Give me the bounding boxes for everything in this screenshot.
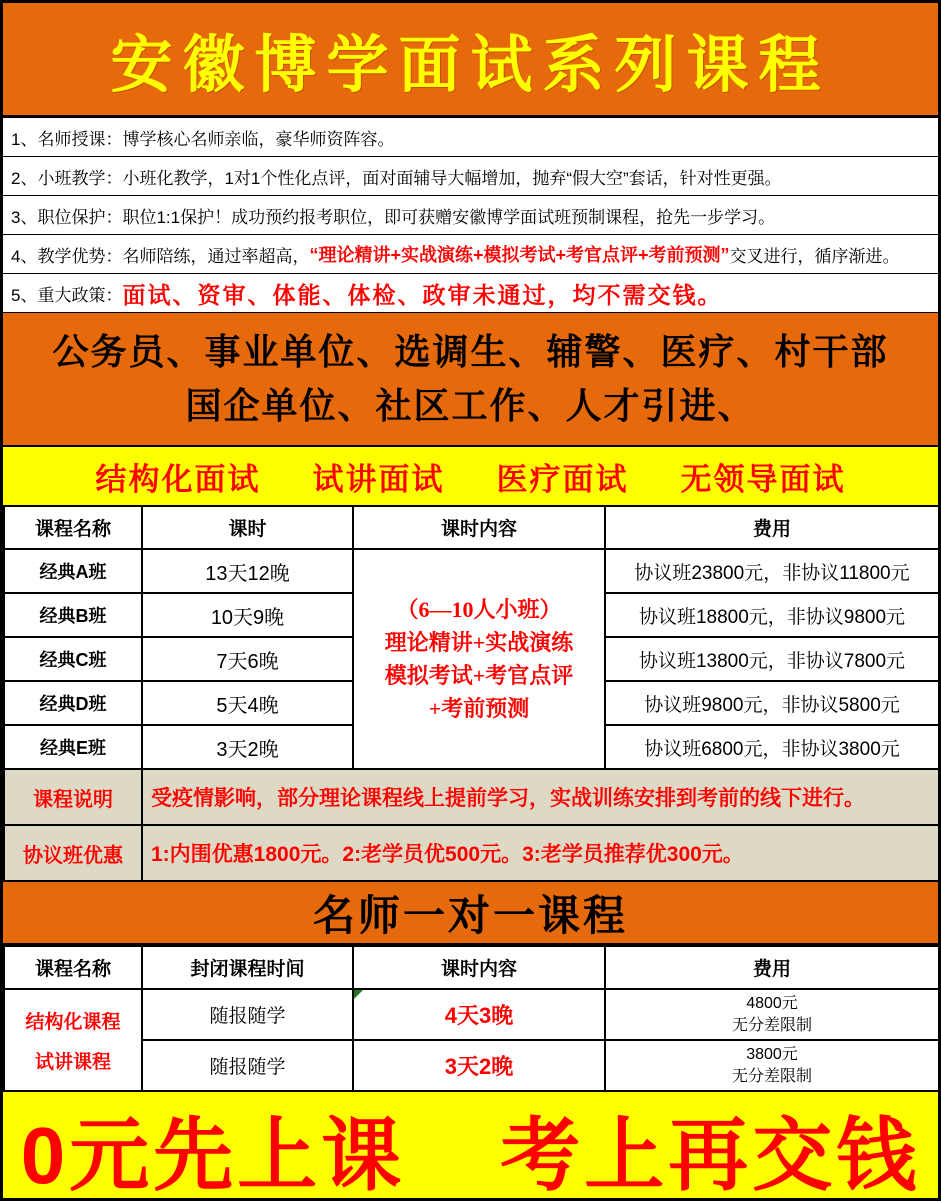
feature-text: 3、职位保护：职位1:1保护！成功预约报考职位，即可获赠安徽博学面试班预制课程，抢先一步学习。 bbox=[11, 207, 776, 227]
feature-text: 1、名师授课：博学核心名师亲临，豪华师资阵容。 bbox=[11, 129, 395, 149]
fee-amount: 4800元 bbox=[746, 994, 798, 1012]
fee-lecture bbox=[605, 1040, 939, 1091]
col-header-fee: 费用 bbox=[605, 506, 939, 549]
course-name-a: 经典A班 bbox=[4, 549, 142, 593]
feature-highlight: “理论精讲+实战演练+模拟考试+考官点评+考前预测” bbox=[309, 245, 730, 265]
duration-text: 4天3晚 bbox=[444, 1003, 514, 1028]
fee-condition: 无分差限制 bbox=[731, 1016, 812, 1034]
type-lecture-interview: 试讲面试 bbox=[312, 461, 445, 497]
cell-corner-marker bbox=[354, 990, 363, 999]
note-text-discount: 1:内围优惠1800元。2:老学员优500元。3:老学员推荐优300元。 bbox=[142, 825, 939, 881]
footer-slogan-right: 考上再交钱 bbox=[500, 1110, 921, 1200]
course-name-structured: 结构化课程 bbox=[25, 1011, 121, 1033]
feature-text: 2、小班教学：小班化教学，1对1个性化点评，面对面辅导大幅增加，抛弃“假大空”套话，针对性更强。 bbox=[11, 168, 782, 188]
discount-note-row bbox=[4, 825, 939, 881]
interview-types-band bbox=[3, 447, 938, 505]
course-fee-e: 协议班6800元，非协议3800元 bbox=[605, 725, 939, 769]
feature-item-5 bbox=[3, 274, 938, 313]
one-to-one-course-names-cell bbox=[4, 989, 142, 1091]
table-row bbox=[4, 989, 939, 1040]
section-title-text: 名师一对一课程 bbox=[312, 891, 628, 939]
course-name-c: 经典C班 bbox=[4, 637, 142, 681]
header-banner bbox=[3, 3, 938, 118]
feature-text: 4、教学优势：名师陪练，通过率超高， bbox=[11, 246, 310, 266]
note-label-description: 课程说明 bbox=[4, 769, 142, 825]
course-name-d: 经典D班 bbox=[4, 681, 142, 725]
feature-item-3 bbox=[3, 196, 938, 235]
course-table bbox=[3, 505, 940, 882]
course-duration-a: 13天12晚 bbox=[142, 549, 353, 593]
course-name-e: 经典E班 bbox=[4, 725, 142, 769]
feature-highlight-policy: 面试、资审、体能、体检、政审未通过，均不需交钱。 bbox=[122, 282, 723, 308]
table-header-row bbox=[4, 946, 939, 989]
course-fee-a: 协议班23800元，非协议11800元 bbox=[605, 549, 939, 593]
col-header-content: 课时内容 bbox=[353, 506, 605, 549]
duration-text: 3天2晚 bbox=[444, 1054, 514, 1079]
col-header-course-name: 课程名称 bbox=[4, 506, 142, 549]
course-note-row bbox=[4, 769, 939, 825]
col-header-schedule: 封闭课程时间 bbox=[142, 946, 353, 989]
table-row bbox=[4, 1040, 939, 1091]
duration-structured bbox=[353, 989, 605, 1040]
page-title: 安徽博学面试系列课程 bbox=[110, 31, 831, 100]
course-duration-b: 10天9晚 bbox=[142, 593, 353, 637]
table-header-row bbox=[4, 506, 939, 549]
course-duration-e: 3天2晚 bbox=[142, 725, 353, 769]
course-duration-d: 5天4晚 bbox=[142, 681, 353, 725]
audience-line-1: 公务员、事业单位、选调生、辅警、医疗、村干部 bbox=[52, 331, 889, 372]
audience-line-2: 国企单位、社区工作、人才引进、 bbox=[185, 385, 756, 426]
table-row bbox=[4, 549, 939, 593]
col-header-course-name: 课程名称 bbox=[4, 946, 142, 989]
course-fee-d: 协议班9800元，非协议5800元 bbox=[605, 681, 939, 725]
course-name-lecture: 试讲课程 bbox=[34, 1051, 111, 1073]
one-to-one-section-title bbox=[3, 882, 938, 945]
course-content-merged-cell bbox=[353, 549, 605, 769]
audience-band bbox=[3, 313, 938, 447]
content-line: 理论精讲+实战演练 bbox=[384, 630, 574, 655]
content-line: +考前预测 bbox=[428, 696, 530, 721]
feature-item-4 bbox=[3, 235, 938, 274]
one-to-one-table bbox=[3, 945, 940, 1092]
duration-lecture bbox=[353, 1040, 605, 1091]
schedule-lecture: 随报随学 bbox=[142, 1040, 353, 1091]
feature-item-2 bbox=[3, 157, 938, 196]
feature-item-1 bbox=[3, 118, 938, 157]
footer-banner bbox=[3, 1092, 938, 1201]
col-header-fee: 费用 bbox=[605, 946, 939, 989]
content-line: 模拟考试+考官点评 bbox=[384, 663, 574, 688]
type-leaderless-interview: 无领导面试 bbox=[680, 461, 846, 497]
col-header-content: 课时内容 bbox=[353, 946, 605, 989]
fee-amount: 3800元 bbox=[746, 1045, 798, 1063]
feature-text-suffix: 交叉进行，循序渐进。 bbox=[729, 246, 900, 266]
type-medical-interview: 医疗面试 bbox=[496, 461, 629, 497]
course-duration-c: 7天6晚 bbox=[142, 637, 353, 681]
col-header-duration: 课时 bbox=[142, 506, 353, 549]
type-structured-interview: 结构化面试 bbox=[95, 461, 261, 497]
fee-condition: 无分差限制 bbox=[731, 1067, 812, 1085]
course-fee-b: 协议班18800元，非协议9800元 bbox=[605, 593, 939, 637]
note-label-discount: 协议班优惠 bbox=[4, 825, 142, 881]
note-text-description: 受疫情影响，部分理论课程线上提前学习，实战训练安排到考前的线下进行。 bbox=[142, 769, 939, 825]
content-line: （6—10人小班） bbox=[396, 597, 562, 622]
course-name-b: 经典B班 bbox=[4, 593, 142, 637]
feature-text: 5、重大政策： bbox=[11, 285, 123, 305]
feature-list bbox=[3, 118, 938, 313]
footer-slogan-left: 0元先上课 bbox=[20, 1110, 406, 1200]
schedule-structured: 随报随学 bbox=[142, 989, 353, 1040]
course-fee-c: 协议班13800元，非协议7800元 bbox=[605, 637, 939, 681]
fee-structured bbox=[605, 989, 939, 1040]
